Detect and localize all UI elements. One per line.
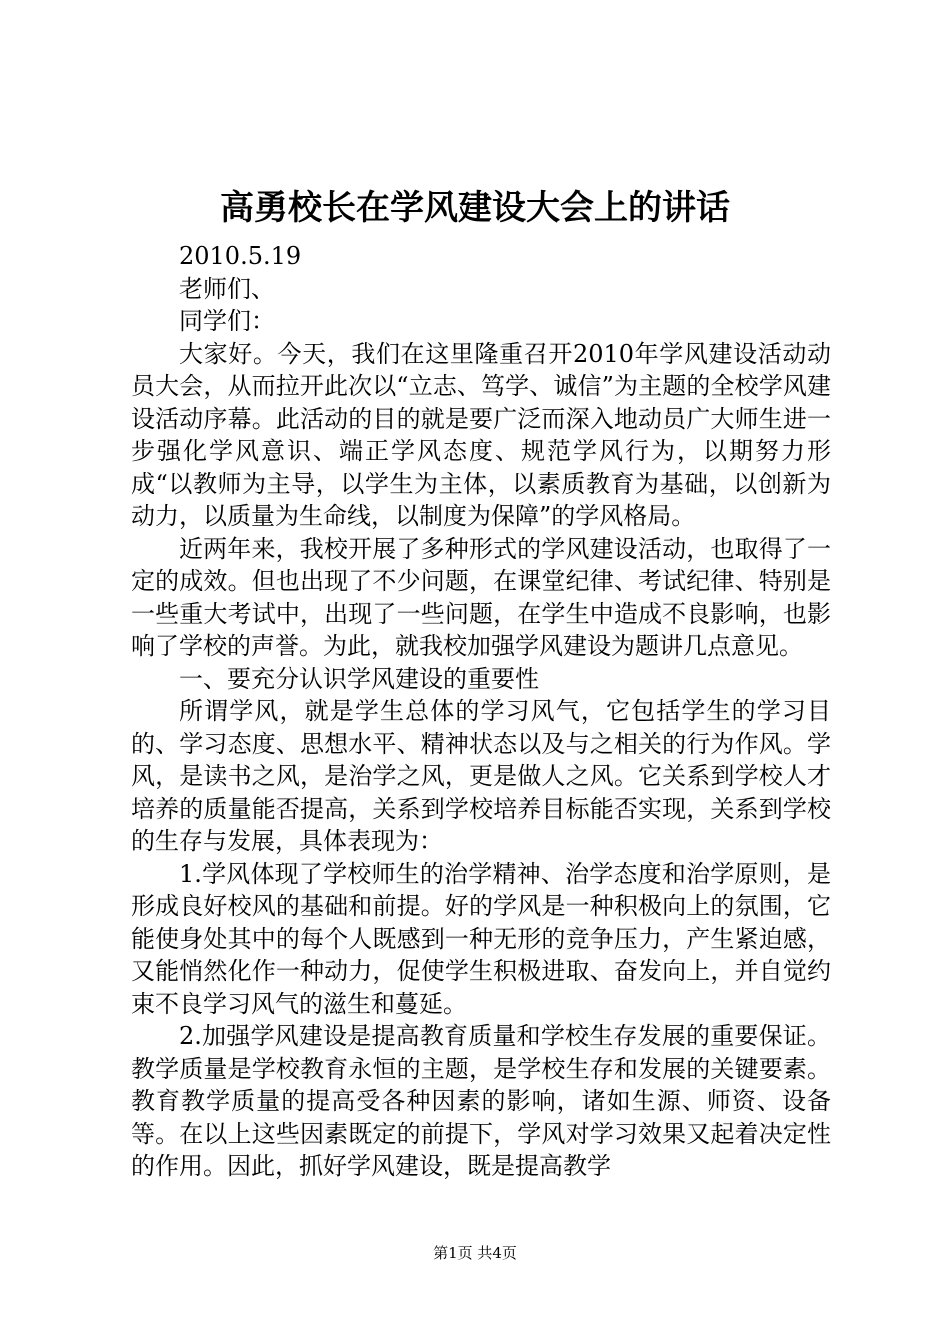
paragraph-point-2: 2.加强学风建设是提高教育质量和学校生存发展的重要保证。教学质量是学校教育永恒的主题，是学校生存和发展的关键要素。教育教学质量的提高受各种因素的影响，诸如生源、师资、设备等。在以上这些因素既定的前提下，学风对学习效果又起着决定性的作用。因此，抓好学风建设，既是提高教学 bbox=[131, 1022, 831, 1180]
page-number-footer: 第1页 共4页 bbox=[433, 1244, 517, 1262]
paragraph-recent-years: 近两年来，我校开展了多种形式的学风建设活动，也取得了一定的成效。但也出现了不少问题，在课堂纪律、考试纪律、特别是一些重大考试中，出现了一些问题，在学生中造成不良影响，也影响了学校的声誉。为此，就我校加强学风建设为题讲几点意见。 bbox=[131, 534, 831, 660]
paragraph-definition: 所谓学风，就是学生总体的学习风气，它包括学生的学习目的、学习态度、思想水平、精神状态以及与之相关的行为作风。学风，是读书之风，是治学之风，更是做人之风。它关系到学校人才培养的质量能否提高，关系到学校培养目标能否实现，关系到学校的生存与发展，具体表现为： bbox=[131, 697, 831, 855]
document-body bbox=[131, 240, 831, 1183]
paragraph-opening: 大家好。今天，我们在这里隆重召开2010年学风建设活动动员大会，从而拉开此次以“立志、笃学、诚信”为主题的全校学风建设活动序幕。此活动的目的就是要广泛而深入地动员广大师生进一步强化学风意识、端正学风态度、规范学风行为，以期努力形成“以教师为主导，以学生为主体，以素质教育为基础，以创新为动力，以质量为生命线，以制度为保障”的学风格局。 bbox=[131, 339, 831, 530]
section-heading-1: 一、要充分认识学风建设的重要性 bbox=[179, 664, 539, 693]
paragraph-point-1: 1.学风体现了学校师生的治学精神、治学态度和治学原则，是形成良好校风的基础和前提。好的学风是一种积极向上的氛围，它能使身处其中的每个人既感到一种无形的竞争压力，产生紧迫感，又能悄然化作一种动力，促使学生积极进取、奋发向上，并自觉约束不良学习风气的滋生和蔓延。 bbox=[131, 859, 831, 1018]
date-line: 2010.5.19 bbox=[179, 242, 302, 270]
salutation-students: 同学们： bbox=[179, 307, 275, 335]
document-title: 高勇校长在学风建设大会上的讲话 bbox=[220, 188, 730, 228]
salutation-teachers: 老师们、 bbox=[179, 274, 275, 303]
